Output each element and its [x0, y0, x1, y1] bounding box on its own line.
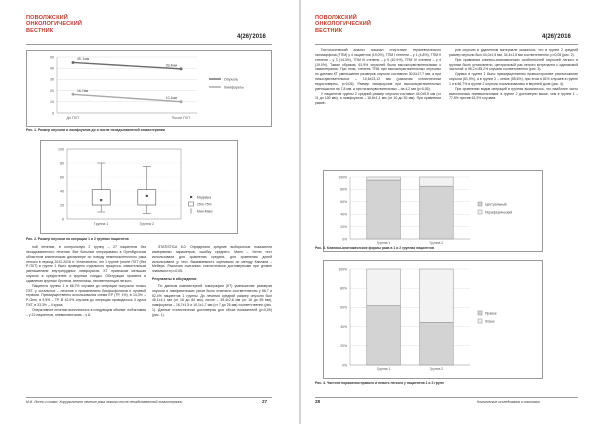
running-footer: Клинические исследования в онкологии: [477, 400, 541, 404]
journal-title-line: ПОВОЛЖСКИЙ: [315, 15, 357, 21]
paragraph: ров опухоли в удаленном материале оказалось, что в группе 2 средний размер опухоли был 44,0±1,5 мм, 34,4±1,5 мм соответственно, p>0,05 (рис. 2).: [449, 48, 578, 57]
x-tick-label: Группа 1: [376, 367, 391, 371]
paragraph: У пациентов группы 2 средний размер опухоли составил 44,0±5,5 мм (от 11 до 100 мм), а лимфоузлов – 16,6±1,1 мм (от 10 до 30 мм). При сравнении разме-: [315, 91, 441, 106]
y-tick-label: 10: [50, 100, 54, 105]
figure1-box: [26, 50, 272, 127]
paragraph: Гистологический анализ показал отсутствие терапевтического патоморфоза (ТПМ) у 4 пациентов (19,0%), ТПМ I степени – у 1 (4,8%), ТПМ II степени – у 3 (14,3%), ТПМ III степени – у 9 (42,9%), ТПМ IV степени – у 4 (19,0%). Таким образом, 61,9% опухолей были высокочувствительными к химиотерапии. При этом, степень ТПМ при высокочувствительных опухолях по данным КТ уменьшение размеров опухоли составило 30,5±17,7 мм, а при низкочувствительных – 10,6±23,12 мм (различия статистически недостоверны, p>0,05). Размер лимфоузлов при высокочувствительных уменьшился на 7,8 мм, а при низкочувствительных – на 4,2 мм (p>0,05).: [315, 48, 441, 91]
journal-title-line: ПОВОЛЖСКИЙ: [26, 15, 68, 21]
paragraph: STATISTICA 6.0. Определяли средние выборочные показатели измеряемых параметров, ошибку среднего. Манн – Уитни тест использовали для сравнения средних, для сравнения долей использовали χ² тест. Выживаемость оценивали по методу Каплана – Мейера. Различия считались статистически достоверными при уровне значимости p<0,05.: [152, 245, 272, 274]
bar-segment: [420, 269, 454, 322]
x-tick-label: Группа 2: [429, 367, 444, 371]
y-tick-label: 40%: [340, 212, 347, 217]
y-tick-label: 80%: [340, 286, 347, 291]
page-number: 27: [262, 399, 268, 404]
y-tick-label: 60%: [340, 200, 347, 205]
legend-swatch: [190, 196, 192, 198]
bar-segment: [420, 186, 454, 239]
legend-label: Медиана: [197, 195, 212, 200]
figure4-bar-chart: [324, 261, 542, 378]
bar-segment: [367, 180, 401, 239]
data-label: 16,7мм: [77, 88, 89, 93]
text-column-right: [152, 245, 272, 395]
data-point: [72, 93, 75, 96]
paragraph: Пациенты группы 1 в 66,7% случаев до операции получали только ПХТ, у остальных – лечение с применением бисфосфонатов и лучевой терапии. Преимущественно использовался схема ЕР (ТР, 1%), в 14,3% – Р-Gem, в 9,5% – ТР. В 42,9% случаев до операции проводилось 4 курса ПХТ, в 33,3% – 4 курса.: [26, 283, 146, 308]
legend-label: Центральный: [485, 202, 507, 207]
y-tick-label: 40: [50, 66, 54, 71]
paragraph: Оперативное лечение выполнялось в следующем объеме: лобэктомия – у 22 пациентов, пневмонэктомия – у 8.: [26, 307, 147, 317]
box: [92, 190, 110, 205]
text-column-left: [315, 48, 441, 168]
figure2-box: [40, 140, 238, 234]
figure3-caption: Рис. 3. Клинико-анатомические формы рака в 1 и 2 группах пациентов: [315, 246, 435, 250]
x-tick-label: После ПХТ: [171, 116, 191, 120]
data-label: 39,4мм: [165, 63, 177, 68]
figure3-bar-chart: [324, 171, 542, 251]
data-label: 45, 1мм: [77, 56, 90, 61]
y-tick-label: 0%: [342, 363, 347, 368]
footer-rule: [315, 397, 578, 398]
text-column-right: [449, 48, 578, 168]
data-point: [72, 61, 75, 64]
bar-segment: [420, 177, 454, 186]
legend-swatch: [478, 311, 482, 315]
legend-swatch: [189, 202, 194, 206]
y-tick-label: 100%: [338, 175, 347, 180]
figure2-caption: Рис. 2. Размер опухоли на операции 1 и 2 группах пациентов: [26, 237, 129, 241]
legend-label: Левое: [485, 319, 495, 324]
plot-frame: [67, 149, 181, 219]
x-tick-label: До ПХТ: [66, 116, 80, 120]
y-tick-label: 0: [52, 111, 54, 116]
y-tick-label: 100: [58, 147, 64, 152]
issue-number: 4(26)'2016: [237, 34, 266, 40]
data-label: 10,1мм: [165, 96, 177, 101]
header-rule: [315, 44, 578, 45]
median-marker: [100, 199, 102, 201]
y-tick-label: 20: [50, 88, 54, 93]
legend-label: Опухоль: [224, 77, 239, 82]
paragraph: По данным компьютерной томографии (КТ) уменьшение размеров опухоли и лимфатических узлов было отмечено соответственно у 66,7 и 52,4% пациентов 1 группы. До лечения средний размер опухоли был 45,1±4,1 мм (от 18 до 84 мм), после – 39,4±2,8 мм (от 16 до 55 мм), лимфоузлов – 16,7±1,5 и 10,1±1,7 мм (от 7 до 25 мм) соответственно (рис. 1). Данные статистически достоверны для обоих показателей (p<0,05) (рис. 1).: [152, 283, 272, 317]
bar-segment: [367, 177, 401, 180]
y-tick-label: 20%: [340, 344, 347, 349]
median-marker: [146, 195, 148, 197]
legend-label: Периферический: [485, 210, 513, 215]
journal-title: [315, 15, 371, 34]
running-footer: М.И. Лосев и соавт. Хирургическое лечение рака легкого после неоадъювантной химиотерапии: [26, 400, 183, 404]
bar-segment: [420, 322, 454, 365]
left-page: [0, 0, 299, 424]
figure2-box-plot: [41, 141, 237, 233]
x-tick-label: Группа 2: [429, 241, 444, 245]
y-tick-label: 0%: [342, 237, 347, 242]
x-tick-label: Группа 2: [139, 222, 154, 226]
header-rule: [26, 44, 272, 45]
y-tick-label: 20: [60, 203, 64, 208]
bar-segment: [367, 269, 401, 306]
figure1-line-chart: [27, 51, 271, 126]
journal-title-line: ВЕСТНИК: [26, 27, 54, 34]
figure4-box: [323, 260, 543, 379]
y-tick-label: 80%: [340, 187, 347, 192]
journal-title: [26, 15, 82, 34]
y-tick-label: 80: [60, 161, 64, 166]
page-number: 28: [315, 399, 321, 404]
legend-label: Лимфоузлы: [224, 85, 244, 90]
legend-swatch: [478, 319, 482, 323]
figure1-caption: Рис. 1. Размер опухоли и лимфоузлов до и после неоадъювантной химиотерапии: [26, 128, 165, 132]
legend-label: Правое: [485, 311, 497, 316]
y-tick-label: 40%: [340, 324, 347, 329]
paragraph: При сравнении видов операций в группах выяснилось, что наиболее часто выполнялась пневмонэктомия: в группе 2 достоверно выше, чем в группе 1 – 77,8% против 61,9% случаев.: [449, 86, 578, 101]
data-point: [180, 67, 183, 70]
y-tick-label: 50: [50, 55, 54, 60]
legend-swatch: [478, 210, 482, 214]
x-tick-label: Группа 1: [94, 222, 109, 226]
footer-rule: [26, 397, 272, 398]
text-column-left: [26, 245, 146, 395]
y-tick-label: 100%: [338, 267, 347, 272]
legend-swatch: [478, 202, 482, 206]
paragraph: ной лечение, в контрольную 2 группу – 27 пациентов без неоадъювантного лечения. Все больные оперированы в Оренбургском областном клиническом диспансере по поводу немелкоклеточного рака легкого в период 2012-2016 гг. Установлено, что 1 группе (после ПХТ (без Р-ПХТ) в группе 1 было проведено отдельного процесса: значительным уменьшением внутригрудных лимфоузлов, КТ признаком меньшая опухоль в средостение и крупные сосуды. Обструкция просвета и сдавление крупных бронхов, ателектазы, гиповентиляция легкого.: [26, 245, 146, 283]
paragraph: Однако в группе 1 было преимущественно правостороннее расположение опухоли (61,9%), а в группе 2 – левое (55,6%), при этом в 81% случаев в группе 1 и в 66,7% в группе 2 опухоль локализовалась в верхней доле (рис. 4).: [449, 72, 578, 86]
journal-title-line: ВЕСТНИК: [315, 27, 343, 34]
y-tick-label: 20%: [340, 224, 347, 229]
y-tick-label: 60: [60, 175, 64, 180]
right-page: [301, 0, 600, 424]
y-tick-label: 30: [50, 77, 54, 82]
journal-title-line: ОНКОЛОГИЧЕСКИЙ: [315, 21, 372, 28]
x-tick-label: Группа 1: [376, 241, 391, 245]
journal-title-line: ОНКОЛОГИЧЕСКИЙ: [26, 21, 83, 28]
y-tick-label: 0: [62, 217, 64, 222]
bar-segment: [367, 306, 401, 365]
legend-label: 25%-75%: [197, 202, 212, 207]
issue-number: 4(26)'2016: [542, 34, 571, 40]
box: [138, 190, 156, 205]
data-point: [180, 100, 183, 103]
y-tick-label: 60%: [340, 305, 347, 310]
figure4-caption: Рис. 4. Частота поражения правого и левого легкого у пациентов 1 и 2 групп: [315, 381, 444, 385]
legend-label: Мин-Макс: [197, 209, 213, 214]
figure3-box: [323, 170, 543, 252]
y-tick-label: 40: [60, 189, 64, 194]
paragraph: При сравнении клинико-анатомических особенностей опухолей легкого в группах было установлено, центральный рак легкого встречался с одинаковой частотой: в 95,2 и 85,2% случаев соответственно (рис. 3).: [449, 57, 578, 72]
section-heading: Результаты и обсуждение: [152, 277, 197, 282]
